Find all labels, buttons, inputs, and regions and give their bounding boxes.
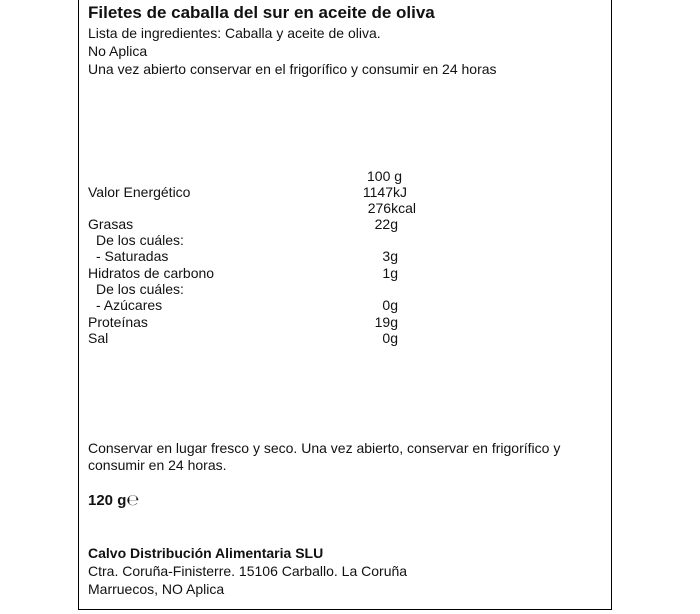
allergens-text: No Aplica <box>88 43 148 59</box>
nutrition-label-saturated: - Saturadas <box>96 248 169 264</box>
company-address: Ctra. Coruña-Finisterre. 15106 Carballo. La Coruña <box>88 563 408 579</box>
net-weight <box>88 491 139 510</box>
nutrition-label-energy: Valor Energético <box>88 184 191 200</box>
nutrition-value-kj: 1147kJ <box>362 184 407 200</box>
storage-long-line1: Conservar en lugar fresco y seco. Una vez abierto, conservar en frigorífico y <box>88 440 561 456</box>
nutrition-value-saturated: 3g <box>382 248 398 264</box>
nutrition-label-carbs: Hidratos de carbono <box>88 265 215 281</box>
nutrition-value-carbs: 1g <box>382 265 398 281</box>
nutrition-label-salt: Sal <box>88 330 109 346</box>
product-title: Filetes de caballa del sur en aceite de oliva <box>88 3 435 22</box>
nutrition-value-fat: 22g <box>374 216 398 232</box>
nutrition-label-carbs-of-which: De los cuáles: <box>96 281 184 297</box>
storage-short-text: Una vez abierto conservar en el frigorífico y consumir en 24 horas <box>88 61 497 77</box>
nutrition-value-salt: 0g <box>382 330 398 346</box>
nutrition-label-sugars: - Azúcares <box>96 297 163 313</box>
company-name: Calvo Distribución Alimentaria SLU <box>88 545 324 561</box>
nutrition-label-fat: Grasas <box>88 216 134 232</box>
nutrition-label-fat-of-which: De los cuáles: <box>96 232 184 248</box>
net-weight-value: 120 g <box>88 492 127 509</box>
nutrition-label-protein: Proteínas <box>88 314 148 330</box>
nutrition-value-kcal: 276kcal <box>367 200 416 216</box>
company-origin: Marruecos, NO Aplica <box>88 581 225 597</box>
nutrition-value-protein: 19g <box>374 314 398 330</box>
storage-long-line2: consumir en 24 horas. <box>88 457 227 473</box>
ingredients-text: Lista de ingredientes: Caballa y aceite de oliva. <box>88 25 381 41</box>
nutrition-value-sugars: 0g <box>382 297 398 313</box>
estimated-sign-icon: ℮ <box>126 491 140 509</box>
nutrition-header: 100 g <box>367 168 403 184</box>
